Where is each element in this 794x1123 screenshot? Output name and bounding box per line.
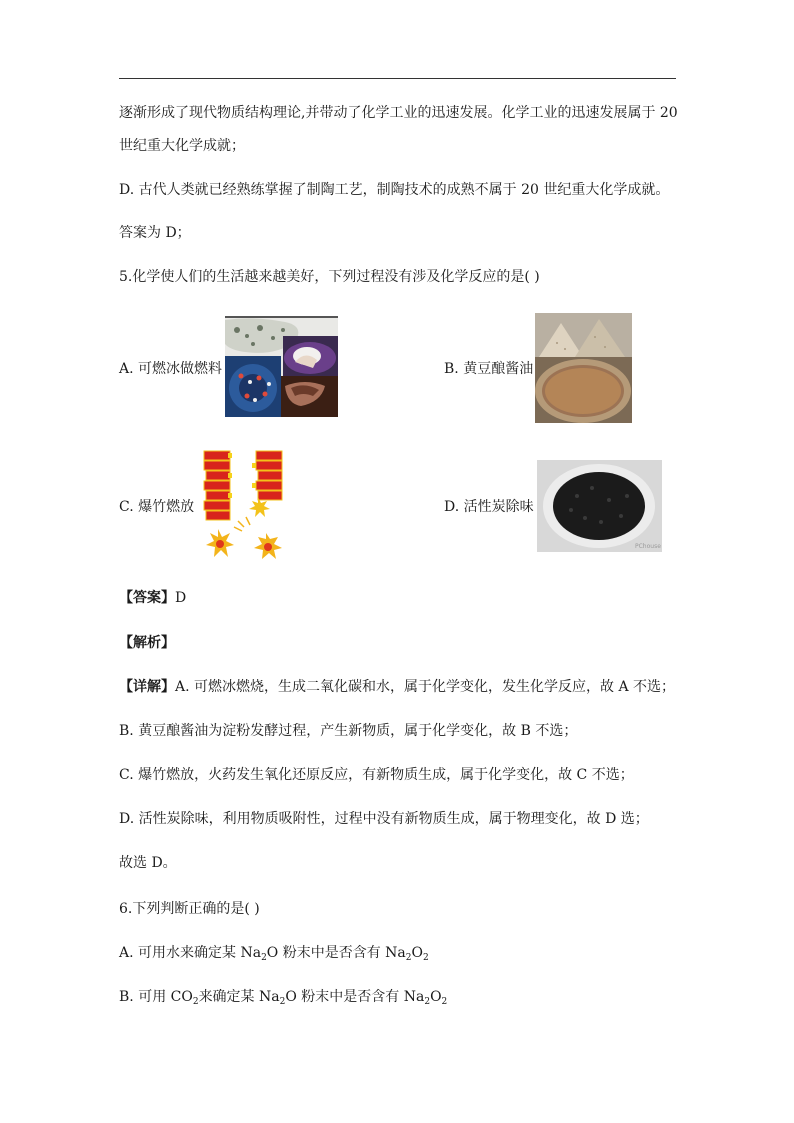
- detail-b: B. 黄豆酿酱油为淀粉发酵过程，产生新物质，属于化学变化，故 B 不选；: [119, 723, 578, 739]
- option-b-label: B. 黄豆酿酱油: [444, 361, 534, 377]
- image-watermark: PChouse: [635, 543, 661, 550]
- option-c-image: [194, 447, 290, 563]
- answer-line: 答案为 D；: [119, 225, 191, 241]
- option-d-image: [537, 460, 662, 552]
- q6a-part2: O 粉末中是否含有 Na: [266, 945, 406, 961]
- question-6-option-b: B. 可用 $CO_2$来确定某 $Na_2O$ 粉末中是否含有 $Na_2O_2$: [119, 989, 448, 1007]
- q6a-part1: A. 可用水来确定某 Na: [119, 945, 262, 961]
- detail-c: C. 爆竹燃放，火药发生氧化还原反应，有新物质生成，属于化学变化，故 C 不选；: [119, 767, 634, 783]
- answer-block: [119, 589, 186, 607]
- detail-tag: 【详解】: [119, 679, 175, 695]
- question-6-option-a: A. 可用水来确定某 $Na_2O$ 粉末中是否含有 $Na_2O_2$: [119, 945, 429, 963]
- detail-a: [119, 678, 675, 696]
- analysis-heading: 【解析】: [119, 635, 175, 651]
- q6b-part3: O 粉末中是否含有 Na: [285, 989, 425, 1005]
- text-line-2: 世纪重大化学成就；: [119, 138, 245, 154]
- detail-d: D. 活性炭除味，利用物质吸附性，过程中没有新物质生成，属于物理变化，故 D 选；: [119, 811, 649, 827]
- q6a-sub2: 2: [405, 953, 412, 963]
- q6b-sub4: 2: [441, 997, 448, 1007]
- question-5: 5.化学使人们的生活越来越美好，下列过程没有涉及化学反应的是( ): [119, 269, 540, 285]
- text-line-3: D. 古代人类就已经熟练掌握了制陶工艺，制陶技术的成熟不属于 20 世纪重大化学成就。: [119, 182, 670, 198]
- text-line-1: 逐渐形成了现代物质结构理论,并带动了化学工业的迅速发展。化学工业的迅速发展属于 20: [119, 105, 678, 121]
- answer-value: D: [175, 590, 187, 606]
- option-a-label: A. 可燃冰做燃料: [119, 361, 223, 377]
- detail-a-text: A. 可燃冰燃烧，生成二氧化碳和水，属于化学变化，发生化学反应，故 A 不选；: [175, 679, 676, 695]
- option-d-label: D. 活性炭除味: [444, 499, 534, 515]
- header-rule: [119, 78, 676, 79]
- conclusion: 故选 D。: [119, 855, 177, 871]
- q6b-sub2: 2: [279, 997, 286, 1007]
- q6a-sub3: 2: [423, 953, 429, 963]
- answer-tag: 【答案】: [119, 590, 175, 606]
- question-6: 6.下列判断正确的是( ): [119, 901, 260, 917]
- option-a-image: [225, 316, 338, 417]
- option-c-label: C. 爆竹燃放: [119, 499, 195, 515]
- q6b-part1: B. 可用 CO: [119, 989, 193, 1005]
- option-b-image: [535, 313, 632, 423]
- q6b-sub1: 2: [192, 997, 199, 1007]
- q6b-part2: 来确定某 Na: [198, 989, 280, 1005]
- q6a-sub1: 2: [261, 953, 267, 963]
- q6b-sub3: 2: [424, 997, 431, 1007]
